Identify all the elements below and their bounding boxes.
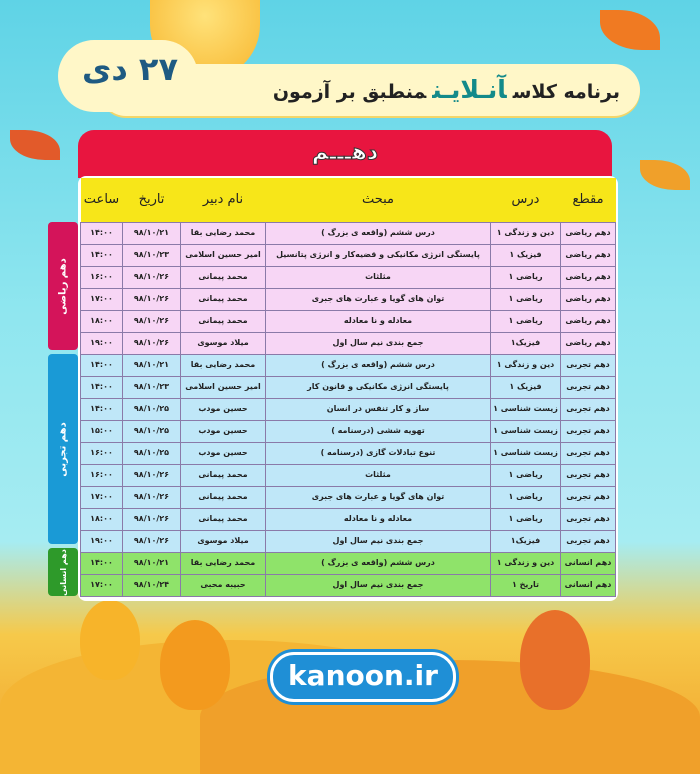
topic-cell: مثلثات xyxy=(266,464,491,486)
level-cell: دهم ریاضی xyxy=(561,310,616,332)
level-cell: دهم تجربی xyxy=(561,464,616,486)
table-row xyxy=(81,288,616,310)
topic-cell: درس ششم (واقعه ی بزرگ ) xyxy=(266,222,491,244)
teacher-cell: امیر حسین اسلامی xyxy=(181,376,266,398)
subject-cell: ریاضی ۱ xyxy=(491,464,561,486)
topic-cell: جمع بندی نیم سال اول xyxy=(266,332,491,354)
teacher-cell: محمد رضایی بقا xyxy=(181,354,266,376)
date-cell: ۹۸/۱۰/۲۶ xyxy=(123,508,181,530)
date-cell: ۹۸/۱۰/۲۶ xyxy=(123,464,181,486)
page-title xyxy=(273,70,620,112)
topic-cell: معادله و نا معادله xyxy=(266,310,491,332)
teacher-cell: حسین مودب xyxy=(181,442,266,464)
subject-cell: فیزیک ۱ xyxy=(491,244,561,266)
topic-cell: جمع بندی نیم سال اول xyxy=(266,530,491,552)
topic-cell: مثلثات xyxy=(266,266,491,288)
level-cell: دهم انسانی xyxy=(561,574,616,596)
teacher-cell: حبیبه محبی xyxy=(181,574,266,596)
teacher-cell: امیر حسین اسلامی xyxy=(181,244,266,266)
time-cell: ۱۷:۰۰ xyxy=(81,486,123,508)
column-header: تاریخ xyxy=(123,178,181,222)
grade-title: دهـــم xyxy=(311,140,379,165)
teacher-cell: محمد رضایی بقا xyxy=(181,552,266,574)
subject-cell: فیزیک ۱ xyxy=(491,376,561,398)
topic-cell: درس ششم (واقعه ی بزرگ ) xyxy=(266,552,491,574)
date-cell: ۹۸/۱۰/۲۶ xyxy=(123,530,181,552)
subject-cell: فیزیک۱ xyxy=(491,332,561,354)
side-label-text: دهم ریاضی xyxy=(57,257,69,315)
subject-cell: زیست شناسی ۱ xyxy=(491,420,561,442)
date-cell: ۹۸/۱۰/۲۶ xyxy=(123,288,181,310)
date-cell: ۹۸/۱۰/۲۵ xyxy=(123,420,181,442)
level-cell: دهم تجربی xyxy=(561,486,616,508)
level-cell: دهم تجربی xyxy=(561,530,616,552)
date-cell: ۹۸/۱۰/۲۶ xyxy=(123,332,181,354)
time-cell: ۱۴:۰۰ xyxy=(81,376,123,398)
schedule-table xyxy=(80,178,616,597)
time-cell: ۱۴:۰۰ xyxy=(81,222,123,244)
title-highlight: آنـلایـن xyxy=(432,75,507,104)
teacher-cell: محمد پیمانی xyxy=(181,288,266,310)
side-label-text: دهم انسانی xyxy=(58,548,68,596)
table-row xyxy=(81,508,616,530)
teacher-cell: محمد پیمانی xyxy=(181,486,266,508)
topic-cell: درس ششم (واقعه ی بزرگ ) xyxy=(266,354,491,376)
subject-cell: زیست شناسی ۱ xyxy=(491,398,561,420)
date-cell: ۹۸/۱۰/۲۱ xyxy=(123,354,181,376)
time-cell: ۱۷:۰۰ xyxy=(81,288,123,310)
table-row xyxy=(81,244,616,266)
time-cell: ۱۴:۰۰ xyxy=(81,354,123,376)
subject-cell: دین و زندگی ۱ xyxy=(491,222,561,244)
teacher-cell: حسین مودب xyxy=(181,398,266,420)
title-part: برنامه کلاس xyxy=(512,81,620,103)
leaf-icon xyxy=(640,160,690,190)
column-header: نام دبیر xyxy=(181,178,266,222)
subject-cell: زیست شناسی ۱ xyxy=(491,442,561,464)
level-cell: دهم تجربی xyxy=(561,420,616,442)
time-cell: ۱۶:۰۰ xyxy=(81,442,123,464)
subject-cell: ریاضی ۱ xyxy=(491,266,561,288)
topic-cell: معادله و نا معادله xyxy=(266,508,491,530)
teacher-cell: میلاد موسوی xyxy=(181,332,266,354)
table-row xyxy=(81,486,616,508)
table-row xyxy=(81,222,616,244)
leaf-icon xyxy=(10,130,60,160)
date-cell: ۹۸/۱۰/۲۱ xyxy=(123,222,181,244)
level-cell: دهم ریاضی xyxy=(561,222,616,244)
side-label-riazi xyxy=(48,222,78,350)
topic-cell: ساز و کار تنفس در انسان xyxy=(266,398,491,420)
date-cell: ۹۸/۱۰/۲۱ xyxy=(123,552,181,574)
table-row xyxy=(81,442,616,464)
topic-cell: پایستگی انرژی مکانیکی و قضیه‌کار و انرژی پتانسیل xyxy=(266,244,491,266)
subject-cell: تاریخ ۱ xyxy=(491,574,561,596)
table-row xyxy=(81,464,616,486)
date-cell: ۹۸/۱۰/۲۶ xyxy=(123,486,181,508)
teacher-cell: محمد پیمانی xyxy=(181,508,266,530)
topic-cell: تهویه ششی (درسنامه ) xyxy=(266,420,491,442)
table-row xyxy=(81,376,616,398)
date-cell: ۹۸/۱۰/۲۵ xyxy=(123,442,181,464)
topic-cell: تنوع تبادلات گازی (درسنامه ) xyxy=(266,442,491,464)
time-cell: ۱۴:۰۰ xyxy=(81,552,123,574)
level-cell: دهم تجربی xyxy=(561,398,616,420)
side-label-text: دهم تجربی xyxy=(57,421,69,477)
table-row xyxy=(81,354,616,376)
date-badge: ۲۷ دی xyxy=(82,50,178,88)
teacher-cell: محمد پیمانی xyxy=(181,310,266,332)
subject-cell: دین و زندگی ۱ xyxy=(491,552,561,574)
table-row xyxy=(81,332,616,354)
date-cell: ۹۸/۱۰/۲۶ xyxy=(123,266,181,288)
subject-cell: ریاضی ۱ xyxy=(491,508,561,530)
time-cell: ۱۴:۰۰ xyxy=(81,244,123,266)
level-cell: دهم ریاضی xyxy=(561,266,616,288)
time-cell: ۱۴:۰۰ xyxy=(81,398,123,420)
grade-banner xyxy=(78,130,612,178)
title-part: منطبق بر آزمون xyxy=(272,81,427,103)
time-cell: ۱۶:۰۰ xyxy=(81,464,123,486)
time-cell: ۱۸:۰۰ xyxy=(81,310,123,332)
topic-cell: توان های گویا و عبارت های جبری xyxy=(266,486,491,508)
date-cell: ۹۸/۱۰/۲۶ xyxy=(123,310,181,332)
teacher-cell: محمد پیمانی xyxy=(181,464,266,486)
teacher-cell: محمد پیمانی xyxy=(181,266,266,288)
time-cell: ۱۵:۰۰ xyxy=(81,420,123,442)
level-cell: دهم تجربی xyxy=(561,376,616,398)
column-header: درس xyxy=(491,178,561,222)
time-cell: ۱۹:۰۰ xyxy=(81,332,123,354)
side-label-tajrobi xyxy=(48,354,78,544)
tree-decoration xyxy=(160,620,230,710)
side-label-ensani xyxy=(48,548,78,596)
leaf-icon xyxy=(600,10,660,50)
column-header: ساعت xyxy=(81,178,123,222)
table-row xyxy=(81,266,616,288)
level-cell: دهم تجربی xyxy=(561,354,616,376)
topic-cell: توان های گویا و عبارت های جبری xyxy=(266,288,491,310)
tree-decoration xyxy=(80,600,140,680)
subject-cell: ریاضی ۱ xyxy=(491,486,561,508)
date-cell: ۹۸/۱۰/۲۳ xyxy=(123,244,181,266)
date-cell: ۹۸/۱۰/۲۵ xyxy=(123,398,181,420)
topic-cell: پایستگی انرژی مکانیکی و قانون کار xyxy=(266,376,491,398)
table-row xyxy=(81,420,616,442)
time-cell: ۱۷:۰۰ xyxy=(81,574,123,596)
subject-cell: ریاضی ۱ xyxy=(491,288,561,310)
table-row xyxy=(81,552,616,574)
level-cell: دهم انسانی xyxy=(561,552,616,574)
table-row xyxy=(81,530,616,552)
subject-cell: ریاضی ۱ xyxy=(491,310,561,332)
column-header: مبحث xyxy=(266,178,491,222)
time-cell: ۱۹:۰۰ xyxy=(81,530,123,552)
level-cell: دهم تجربی xyxy=(561,508,616,530)
column-header: مقطع xyxy=(561,178,616,222)
date-cell: ۹۸/۱۰/۲۳ xyxy=(123,376,181,398)
tree-decoration xyxy=(520,610,590,710)
level-cell: دهم ریاضی xyxy=(561,244,616,266)
table-row xyxy=(81,310,616,332)
topic-cell: جمع بندی نیم سال اول xyxy=(266,574,491,596)
level-cell: دهم تجربی xyxy=(561,442,616,464)
time-cell: ۱۶:۰۰ xyxy=(81,266,123,288)
kanoon-logo[interactable]: kanoon.ir xyxy=(270,652,456,702)
subject-cell: فیزیک۱ xyxy=(491,530,561,552)
date-cell: ۹۸/۱۰/۲۴ xyxy=(123,574,181,596)
teacher-cell: حسین مودب xyxy=(181,420,266,442)
level-cell: دهم ریاضی xyxy=(561,332,616,354)
table-row xyxy=(81,398,616,420)
subject-cell: دین و زندگی ۱ xyxy=(491,354,561,376)
teacher-cell: میلاد موسوی xyxy=(181,530,266,552)
table-row xyxy=(81,574,616,596)
teacher-cell: محمد رضایی بقا xyxy=(181,222,266,244)
time-cell: ۱۸:۰۰ xyxy=(81,508,123,530)
level-cell: دهم ریاضی xyxy=(561,288,616,310)
